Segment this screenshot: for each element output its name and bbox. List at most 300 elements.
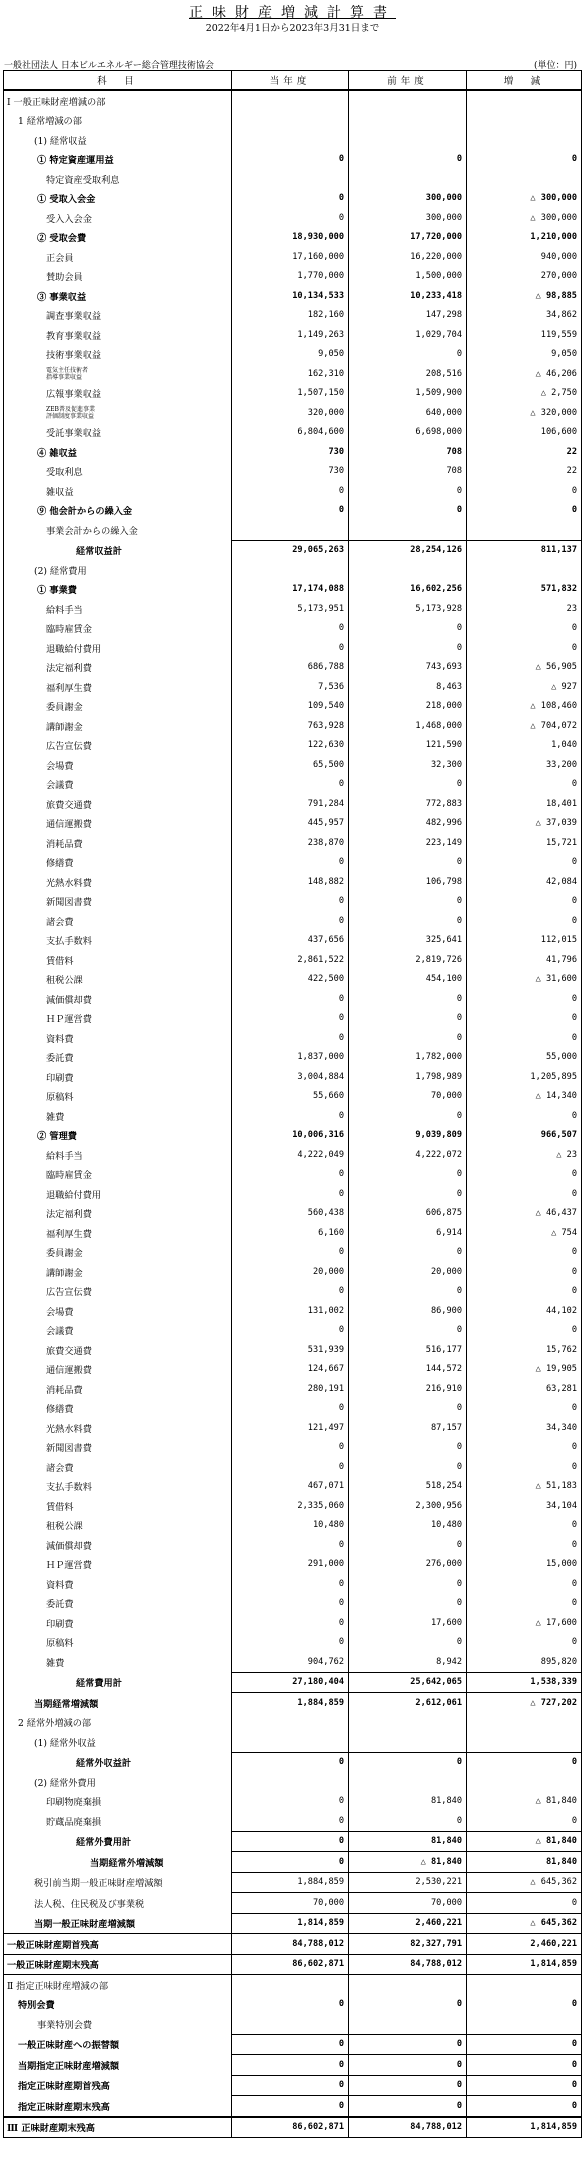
prior-year-value: 70,000 [349,1893,467,1914]
prior-year-value: 0 [349,1457,467,1477]
prior-year-value: 0 [349,2034,467,2055]
table-row [4,970,582,990]
current-year-value: 0 [232,2034,349,2055]
change-value: 0 [467,853,582,873]
prior-year-value: 0 [349,2055,467,2076]
current-year-value: 763,928 [232,716,349,736]
table-row [4,1811,582,1831]
prior-year-value [349,2014,467,2034]
current-year-value: 17,174,088 [232,580,349,600]
current-year-value: 0 [232,775,349,795]
change-value: 0 [467,1243,582,1263]
prior-year-value [349,130,467,150]
change-value: 1,210,000 [467,228,582,248]
prior-year-value: 516,177 [349,1340,467,1360]
change-value: 0 [467,1752,582,1772]
row-label: (1) 経常外収益 [34,1738,96,1749]
prior-year-value: 454,100 [349,970,467,990]
prior-year-value: 2,530,221 [349,1872,467,1893]
prior-year-value: 84,788,012 [349,2117,467,2138]
prior-year-value: 87,157 [349,1418,467,1438]
change-value: △ 46,206 [467,364,582,384]
current-year-value: 1,884,859 [232,1693,349,1713]
row-label: 2 経常外増減の部 [18,1718,92,1730]
row-label: ② 管理費 [37,1131,77,1143]
change-value: 0 [467,1438,582,1458]
current-year-value: 904,762 [232,1652,349,1672]
row-label: 経常費用計 [76,1678,122,1690]
table-row [4,560,582,580]
row-label: 修繕費 [46,858,74,870]
current-year-value [232,90,349,111]
table-row [4,442,582,462]
prior-year-value [349,90,467,111]
table-row [4,1262,582,1282]
change-value: 0 [467,150,582,170]
change-value: 0 [467,1321,582,1341]
prior-year-value: 640,000 [349,403,467,423]
prior-year-value [349,560,467,580]
row-label: 会場費 [46,760,74,772]
prior-year-value: 0 [349,1106,467,1126]
table-row [4,911,582,931]
prior-year-value [349,1975,467,1995]
table-row [4,1954,582,1975]
currency-unit: (単位：円) [533,61,577,71]
row-label: 雑収益 [46,486,74,498]
change-value: △ 23 [467,1145,582,1165]
row-label: 印刷物廃棄損 [46,1797,102,1809]
change-value: 1,040 [467,736,582,756]
row-label: 光熱水料費 [46,877,92,889]
change-value: 0 [467,911,582,931]
current-year-value: 17,160,000 [232,247,349,267]
current-year-value: 5,173,951 [232,599,349,619]
prior-year-value: 0 [349,1243,467,1263]
table-row [4,1204,582,1224]
change-value: 0 [467,1009,582,1029]
change-value: △ 81,840 [467,1792,582,1812]
prior-year-value: 4,222,072 [349,1145,467,1165]
prior-year-value: 1,029,704 [349,325,467,345]
table-row [4,1028,582,1048]
current-year-value: 122,630 [232,736,349,756]
table-row [4,520,582,540]
prior-year-value: 106,798 [349,872,467,892]
current-year-value: 791,284 [232,794,349,814]
prior-year-value: 5,173,928 [349,599,467,619]
change-value [467,520,582,540]
change-value: 0 [467,481,582,501]
table-row [4,1087,582,1107]
current-year-value: 0 [232,911,349,931]
table-row [4,1223,582,1243]
prior-year-value [349,1732,467,1752]
change-value: △ 14,340 [467,1087,582,1107]
table-row [4,364,582,384]
row-label: 委託費 [46,1053,74,1065]
change-value: 966,507 [467,1126,582,1146]
prior-year-value: △ 81,840 [349,1852,467,1873]
row-label: 広告宣伝費 [46,741,92,753]
prior-year-value: 1,509,900 [349,384,467,404]
change-value: △ 645,362 [467,1913,582,1934]
prior-year-value: 0 [349,1438,467,1458]
table-row [4,111,582,131]
current-year-value: 0 [232,2096,349,2117]
prior-year-value: 218,000 [349,697,467,717]
table-row [4,189,582,209]
row-label: 会場費 [46,1306,74,1318]
table-row [4,2055,582,2076]
current-year-value: 0 [232,1282,349,1302]
change-value: 940,000 [467,247,582,267]
table-row [4,1633,582,1653]
row-label: 委員謝金 [46,1248,83,1260]
current-year-value: 18,930,000 [232,228,349,248]
current-year-value [232,130,349,150]
change-value [467,169,582,189]
table-row [4,1672,582,1693]
change-value: 22 [467,442,582,462]
current-year-value: 0 [232,1535,349,1555]
prior-year-value: 300,000 [349,189,467,209]
prior-year-value: 84,788,012 [349,1954,467,1975]
table-row [4,481,582,501]
row-label: 一般正味財産期末残高 [4,1954,232,1975]
current-year-value: 0 [232,150,349,170]
prior-year-value: 0 [349,481,467,501]
change-value: △ 727,202 [467,1693,582,1713]
table-row [4,2075,582,2096]
table-row [4,1555,582,1575]
prior-year-value: 0 [349,150,467,170]
row-label: 雑費 [46,1111,65,1123]
current-year-value: 10,006,316 [232,1126,349,1146]
current-year-value: 65,500 [232,755,349,775]
table-row [4,814,582,834]
change-value: △ 56,905 [467,658,582,678]
prior-year-value: 0 [349,1399,467,1419]
table-row [4,130,582,150]
change-value: 44,102 [467,1301,582,1321]
current-year-value [232,169,349,189]
current-year-value: 0 [232,1028,349,1048]
table-row [4,286,582,306]
prior-year-value: 86,900 [349,1301,467,1321]
change-value: 0 [467,1811,582,1831]
table-row [4,892,582,912]
change-value: 0 [467,1516,582,1536]
column-header-current-year: 当年度 [232,71,349,91]
row-label: 原稿料 [46,1092,74,1104]
prior-year-value: 0 [349,853,467,873]
table-row [4,1360,582,1380]
prior-year-value: 0 [349,1633,467,1653]
change-value: △ 754 [467,1223,582,1243]
row-label: 事業会計からの繰入金 [46,526,138,537]
row-label: 当期一般正味財産増減額 [34,1919,136,1930]
change-value: △ 108,460 [467,697,582,717]
row-label: 指定正味財産期首残高 [18,2081,110,2093]
table-row [4,1340,582,1360]
prior-year-value: 6,698,000 [349,423,467,443]
prior-year-value: 17,720,000 [349,228,467,248]
current-year-value: 4,222,049 [232,1145,349,1165]
table-row [4,950,582,970]
prior-year-value: 6,914 [349,1223,467,1243]
current-year-value [232,1772,349,1792]
prior-year-value: 708 [349,462,467,482]
current-year-value: 70,000 [232,1893,349,1914]
current-year-value: 0 [232,1184,349,1204]
current-year-value: 0 [232,1752,349,1772]
table-row [4,1893,582,1914]
table-row [4,306,582,326]
fiscal-period: 2022年4月1日から2023年3月31日まで [205,23,380,34]
current-year-value: 0 [232,481,349,501]
table-row [4,1574,582,1594]
prior-year-value: 2,300,956 [349,1496,467,1516]
change-value: 0 [467,501,582,521]
table-row [4,619,582,639]
prior-year-value: 0 [349,775,467,795]
change-value: △ 19,905 [467,1360,582,1380]
row-label: 会議費 [46,1326,74,1338]
current-year-value: 730 [232,462,349,482]
change-value: 0 [467,1574,582,1594]
table-row [4,1145,582,1165]
prior-year-value [349,169,467,189]
table-row [4,1535,582,1555]
row-label: Ⅲ 正味財産期末残高 [4,2117,232,2138]
current-year-value: 437,656 [232,931,349,951]
row-label: ＨＰ運営費 [46,1560,92,1572]
change-value: 9,050 [467,345,582,365]
current-year-value: 0 [232,1995,349,2015]
change-value: 2,460,221 [467,1934,582,1955]
change-value: 0 [467,1184,582,1204]
row-label: 印刷費 [46,1618,74,1630]
table-row [4,1713,582,1733]
row-label: 新聞図書費 [46,897,92,909]
current-year-value: 0 [232,1321,349,1341]
current-year-value: 0 [232,619,349,639]
table-row [4,2117,582,2138]
row-label: 臨時雇賃金 [46,1170,92,1182]
prior-year-value: 1,500,000 [349,267,467,287]
change-value [467,130,582,150]
table-row [4,1126,582,1146]
table-row [4,1477,582,1497]
table-row [4,1106,582,1126]
row-label: 減価償却費 [46,1540,92,1552]
column-header-change: 増 減 [467,71,582,91]
table-row [4,580,582,600]
row-label: 講師謝金 [46,1267,83,1279]
table-row [4,1438,582,1458]
row-label: 教育事業収益 [46,330,102,342]
row-label: 法定福利費 [46,1209,92,1221]
current-year-value: 0 [232,1811,349,1831]
current-year-value: 182,160 [232,306,349,326]
change-value: 0 [467,892,582,912]
table-row [4,325,582,345]
table-row [4,794,582,814]
current-year-value: 0 [232,1009,349,1029]
row-label: 原稿料 [46,1638,74,1650]
current-year-value: 1,770,000 [232,267,349,287]
table-row [4,853,582,873]
prior-year-value: 743,693 [349,658,467,678]
change-value: △ 46,437 [467,1204,582,1224]
prior-year-value: 0 [349,1165,467,1185]
current-year-value [232,111,349,131]
change-value: △ 37,039 [467,814,582,834]
row-label: ① 特定資産運用益 [37,155,114,167]
change-value: 0 [467,638,582,658]
row-label: 経常収益計 [76,546,122,557]
table-row [4,1243,582,1263]
row-label: (1) 経常収益 [34,135,87,147]
table-row [4,1852,582,1873]
row-label: ③ 事業収益 [37,291,87,303]
change-value: 1,814,859 [467,1954,582,1975]
table-row [4,1184,582,1204]
change-value: △ 81,840 [467,1831,582,1852]
prior-year-value: 2,819,726 [349,950,467,970]
current-year-value: 55,660 [232,1087,349,1107]
current-year-value: 0 [232,853,349,873]
row-label: ⑨ 他会計からの繰入金 [37,506,133,518]
change-value: △ 645,362 [467,1872,582,1893]
table-row [4,169,582,189]
document-title: 正味財産増減計算書 [189,5,396,21]
table-row [4,1418,582,1438]
table-row [4,228,582,248]
prior-year-value: 10,233,418 [349,286,467,306]
row-label: 減価償却費 [46,994,92,1006]
prior-year-value: 223,149 [349,833,467,853]
current-year-value: 9,050 [232,345,349,365]
table-row [4,1165,582,1185]
change-value: △ 704,072 [467,716,582,736]
prior-year-value: 17,600 [349,1613,467,1633]
current-year-value: 86,602,871 [232,2117,349,2138]
prior-year-value: 82,327,791 [349,1934,467,1955]
table-row [4,775,582,795]
prior-year-value: 2,460,221 [349,1913,467,1934]
current-year-value: 10,480 [232,1516,349,1536]
change-value: 0 [467,1633,582,1653]
column-header-account: 科 目 [4,71,232,91]
prior-year-value: 1,468,000 [349,716,467,736]
prior-year-value [349,1772,467,1792]
prior-year-value: 16,220,000 [349,247,467,267]
row-label: 福利厚生費 [46,1228,92,1240]
current-year-value: 730 [232,442,349,462]
current-year-value: 560,438 [232,1204,349,1224]
row-label: ＨＰ運営費 [46,1014,92,1026]
change-value [467,1975,582,1995]
prior-year-value: 0 [349,1574,467,1594]
table-row [4,1457,582,1477]
prior-year-value: 0 [349,2096,467,2117]
change-value: 270,000 [467,267,582,287]
change-value: 1,205,895 [467,1067,582,1087]
table-row [4,1693,582,1713]
row-label: 指定正味財産期末残高 [18,2101,110,2113]
table-row [4,1975,582,1995]
row-label: 講師謝金 [46,721,83,733]
prior-year-value: 81,840 [349,1831,467,1852]
prior-year-value: 147,298 [349,306,467,326]
change-value: 0 [467,1028,582,1048]
prior-year-value: 708 [349,442,467,462]
statement-table [3,70,582,2138]
change-value: 0 [467,775,582,795]
table-row [4,1321,582,1341]
change-value: △ 2,750 [467,384,582,404]
change-value: 22 [467,462,582,482]
row-label: 資料費 [46,1579,74,1591]
table-row [4,1399,582,1419]
change-value: 23 [467,599,582,619]
change-value: 55,000 [467,1048,582,1068]
prior-year-value: 0 [349,1321,467,1341]
row-label: 委員謝金 [46,702,83,714]
prior-year-value: 0 [349,1752,467,1772]
prior-year-value: 8,463 [349,677,467,697]
change-value: △ 320,000 [467,403,582,423]
prior-year-value: 0 [349,989,467,1009]
row-label: 特定資産受取利息 [46,174,120,186]
current-year-value: 6,804,600 [232,423,349,443]
table-row [4,403,582,423]
current-year-value: 0 [232,1613,349,1633]
table-row [4,1872,582,1893]
prior-year-value: 1,798,989 [349,1067,467,1087]
current-year-value: 3,004,884 [232,1067,349,1087]
row-label: 広報事業収益 [46,389,102,401]
current-year-value: 162,310 [232,364,349,384]
change-value: 112,015 [467,931,582,951]
row-label: 新聞図書費 [46,1443,92,1455]
prior-year-value: 0 [349,2075,467,2096]
row-label: (2) 経常費用 [34,565,87,577]
current-year-value: 1,814,859 [232,1913,349,1934]
prior-year-value: 81,840 [349,1792,467,1812]
row-label: 賃借料 [46,1501,74,1513]
current-year-value: 7,536 [232,677,349,697]
row-label: 福利厚生費 [46,682,92,694]
row-label: 経常外収益計 [76,1758,132,1769]
prior-year-value: 2,612,061 [349,1693,467,1713]
table-row [4,638,582,658]
current-year-value: 0 [232,638,349,658]
table-row [4,1752,582,1772]
row-label: 正会員 [46,252,74,264]
prior-year-value: 0 [349,892,467,912]
change-value [467,1732,582,1752]
change-value: △ 98,885 [467,286,582,306]
prior-year-value: 20,000 [349,1262,467,1282]
row-label: Ⅱ 指定正味財産増減の部 [4,1975,232,1995]
table-row [4,658,582,678]
change-value: 42,084 [467,872,582,892]
current-year-value: 124,667 [232,1360,349,1380]
current-year-value: 0 [232,1792,349,1812]
